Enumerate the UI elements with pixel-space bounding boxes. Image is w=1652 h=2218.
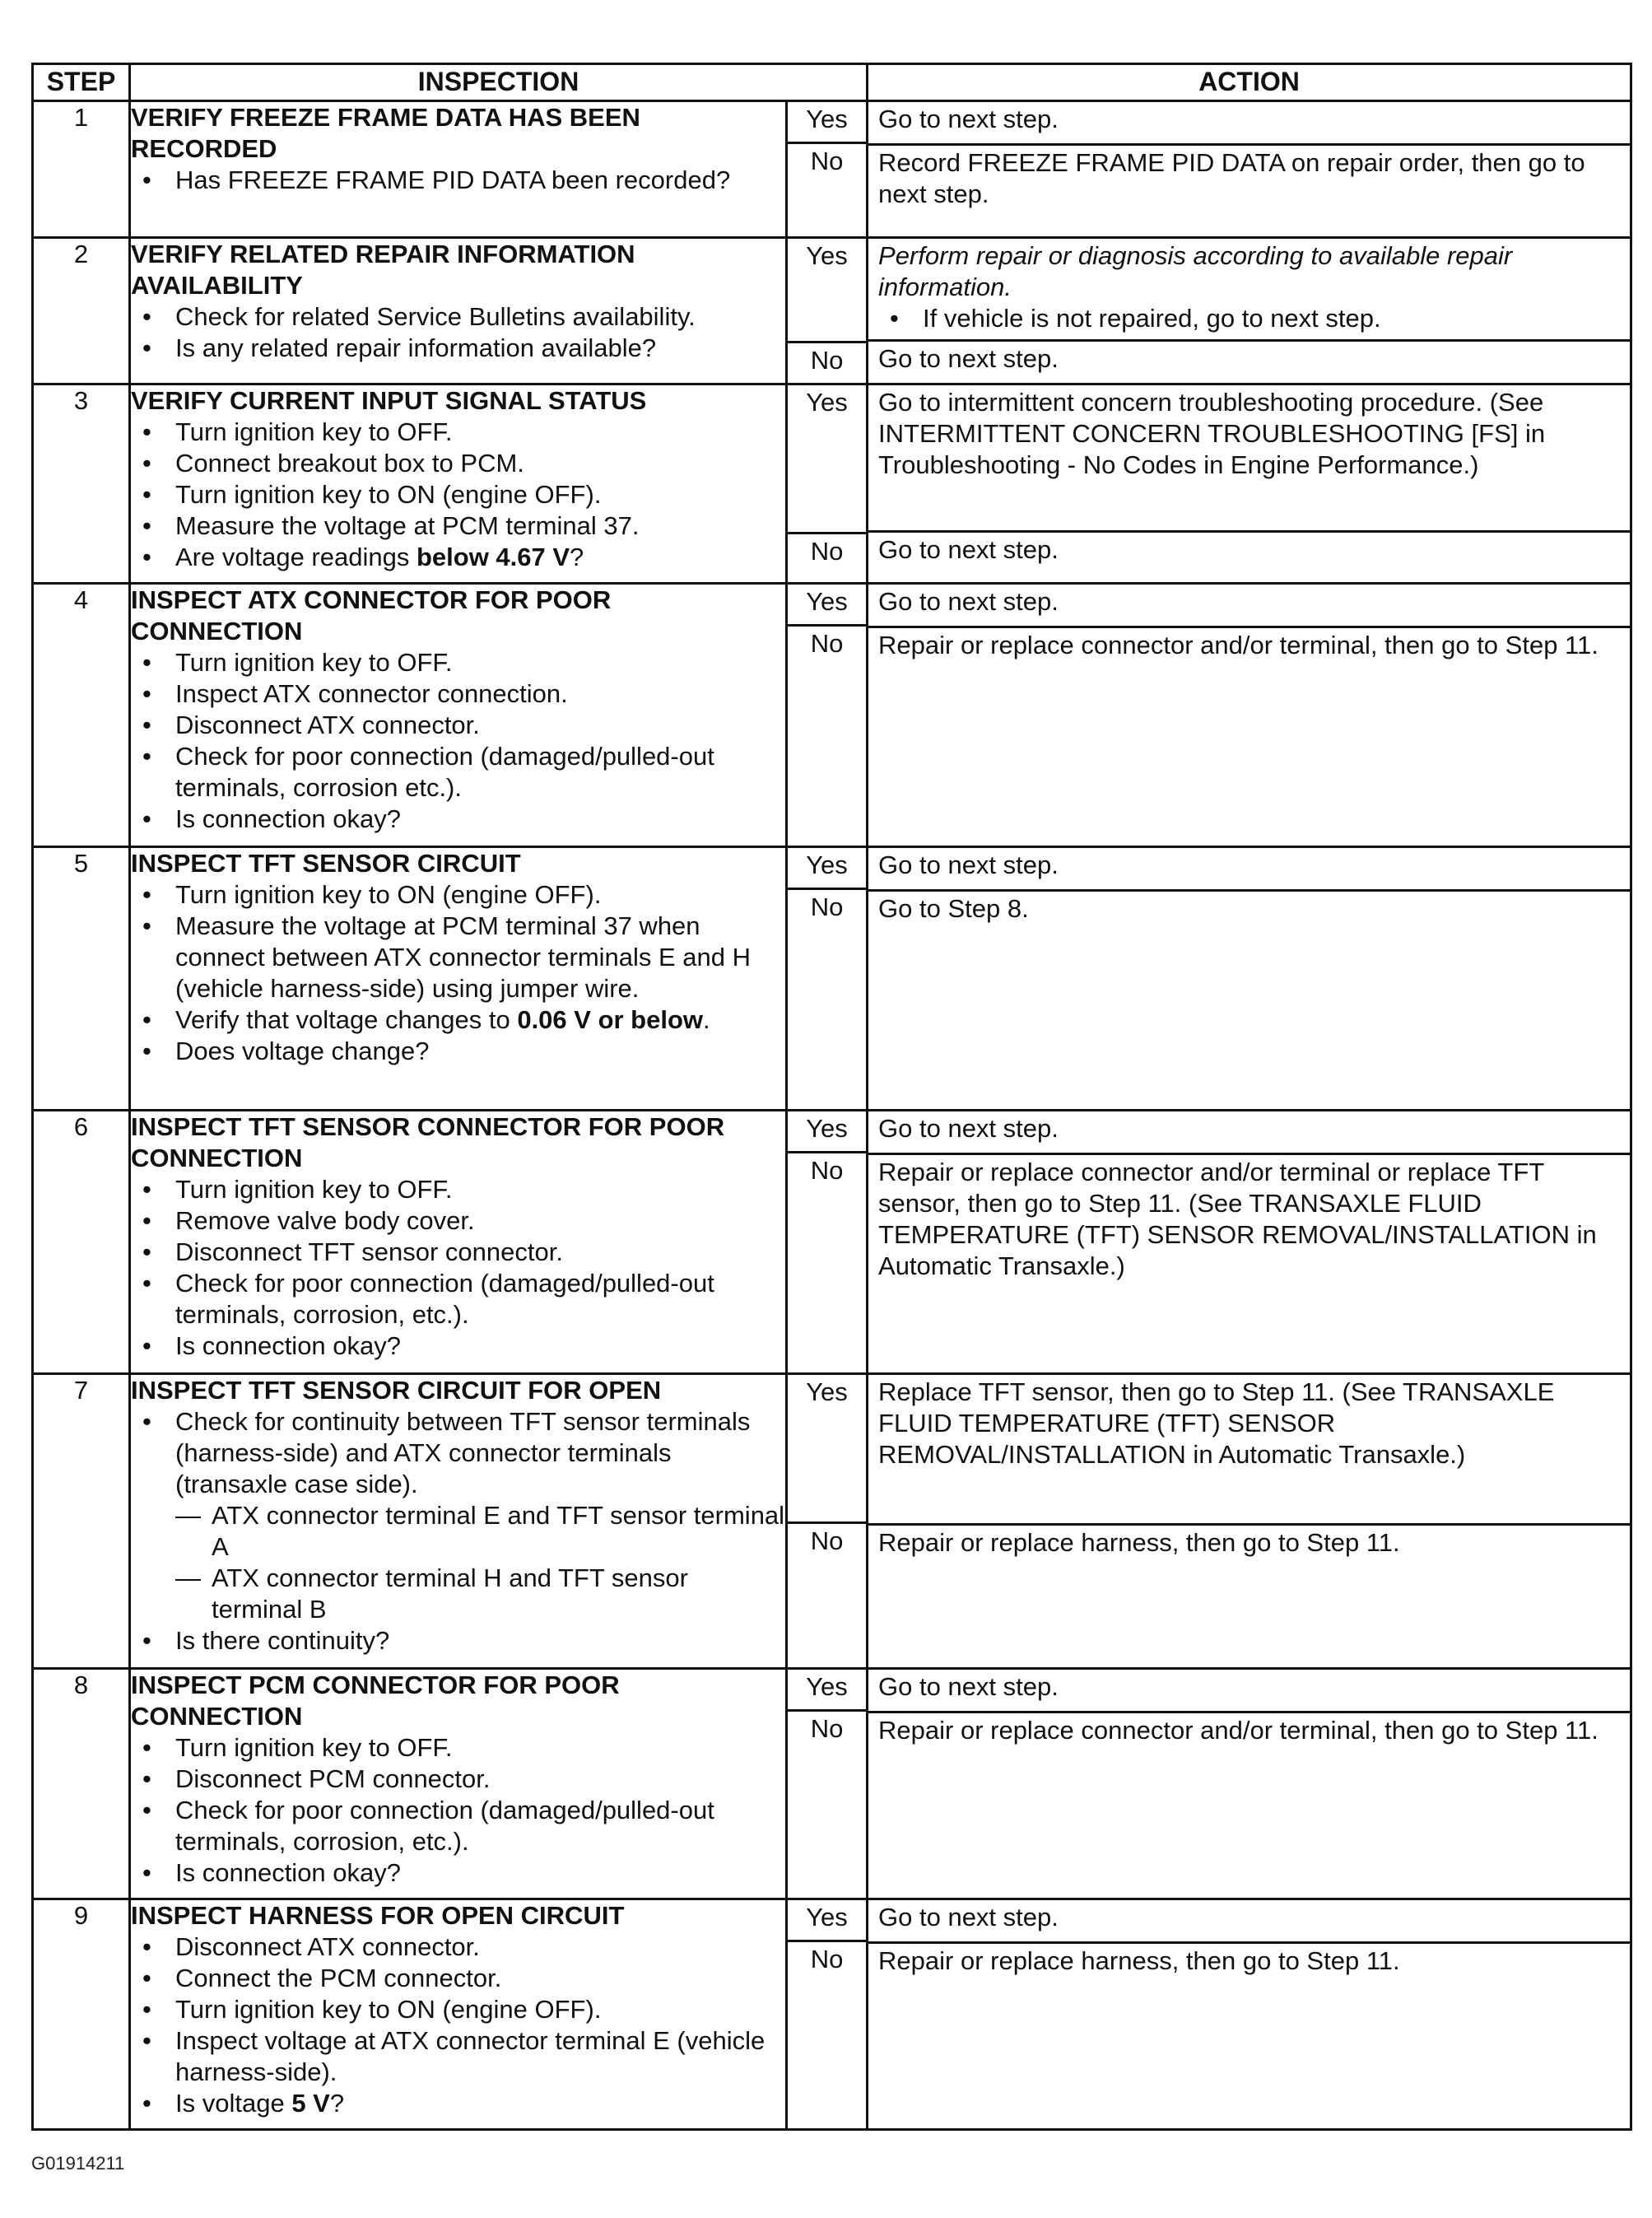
step-number: 2: [33, 238, 130, 384]
no-action: Repair or replace connector and/or terminal, then go to Step 11.: [868, 1711, 1630, 1898]
bullet-item: • Does voltage change?: [175, 1036, 785, 1067]
inspection-title: VERIFY CURRENT INPUT SIGNAL STATUS: [131, 386, 647, 415]
bullet-item: • Disconnect ATX connector.: [175, 710, 785, 741]
bullet-item: [175, 1004, 785, 1036]
action-cell: [868, 584, 1631, 847]
bullet-item: • Inspect voltage at ATX connector terminal E (vehicle harness-side).: [175, 2025, 785, 2088]
bullet-item: • Turn ignition key to OFF.: [175, 417, 785, 448]
bullet-item: [175, 542, 785, 573]
bullet-item: • Measure the voltage at PCM terminal 37.: [175, 510, 785, 542]
bullet-item: [175, 1406, 785, 1625]
yes-action: Go to intermittent concern troubleshooting procedure. (See INTERMITTENT CONCERN TROUBLESHOOTING [FS] in Troubleshooting - No Codes in Engine Performance.): [878, 388, 1546, 479]
bullet-item: • Disconnect ATX connector.: [175, 1931, 785, 1963]
bullet-value: 5 V: [291, 2089, 330, 2118]
answer-cell: [787, 1374, 868, 1669]
answer-cell: [787, 1899, 868, 2130]
no-action: Repair or replace connector and/or terminal or replace TFT sensor, then go to Step 11. (See TRANSAXLE FLUID TEMPERATURE (TFT) SENSOR REMOVAL/INSTALLATION in Automatic Transaxle.): [868, 1153, 1630, 1372]
no-action: Go to next step.: [868, 339, 1630, 383]
inspection-cell: [130, 847, 787, 1111]
bullet-item: • Check for related Service Bulletins availability.: [175, 301, 785, 333]
action-bullets: [878, 303, 1622, 334]
yes-label: Yes: [806, 388, 848, 417]
inspection-cell: [130, 1111, 787, 1374]
bullet-text: .: [703, 1005, 710, 1034]
table-row: [33, 584, 1631, 847]
sub-item: — ATX connector terminal E and TFT sensor terminal A: [212, 1500, 785, 1563]
yes-label: Yes: [806, 105, 848, 133]
answer-cell: [787, 384, 868, 584]
bullet-text: Check for continuity between TFT sensor terminals (harness-side) and ATX connector terminals (transaxle case side).: [175, 1407, 751, 1498]
inspection-bullets: [131, 1174, 785, 1362]
inspection-title: VERIFY FREEZE FRAME DATA HAS BEEN RECORDED: [131, 103, 640, 163]
header-step: STEP: [33, 64, 130, 101]
inspection-bullets: [131, 301, 785, 364]
inspection-bullets: [131, 1931, 785, 2119]
no-action: Record FREEZE FRAME PID DATA on repair order, then go to next step.: [868, 143, 1630, 236]
yes-label: Yes: [806, 587, 848, 616]
inspection-title: INSPECT HARNESS FOR OPEN CIRCUIT: [131, 1901, 625, 1930]
yes-action: Go to next step.: [878, 850, 1059, 879]
bullet-text: Verify that voltage changes to: [175, 1005, 518, 1034]
bullet-item: • Inspect ATX connector connection.: [175, 678, 785, 710]
bullet-item: • Disconnect TFT sensor connector.: [175, 1237, 785, 1268]
inspection-cell: [130, 1669, 787, 1899]
step-number: 3: [33, 384, 130, 584]
step-number: 6: [33, 1111, 130, 1374]
sub-item: — ATX connector terminal H and TFT sensor terminal B: [212, 1563, 785, 1625]
action-cell: [868, 1669, 1631, 1899]
inspection-cell: [130, 384, 787, 584]
answer-cell: [787, 584, 868, 847]
answer-cell: [787, 101, 868, 238]
yes-label: Yes: [806, 1903, 848, 1931]
no-label: No: [788, 1151, 866, 1372]
yes-label: Yes: [806, 1377, 848, 1406]
sub-items: [175, 1500, 785, 1625]
table-header-row: [33, 64, 1631, 101]
yes-label: Yes: [806, 1114, 848, 1143]
bullet-text: ?: [329, 2089, 345, 2118]
action-cell: [868, 384, 1631, 584]
answer-cell: [787, 847, 868, 1111]
bullet-item: • Disconnect PCM connector.: [175, 1764, 785, 1795]
inspection-bullets: [131, 1732, 785, 1889]
inspection-cell: [130, 1374, 787, 1669]
inspection-cell: [130, 101, 787, 238]
no-label: No: [788, 1940, 866, 2128]
action-cell: [868, 1374, 1631, 1669]
action-cell: [868, 1899, 1631, 2130]
no-label: No: [788, 624, 866, 846]
table-row: [33, 1669, 1631, 1899]
answer-cell: [787, 1111, 868, 1374]
no-label: No: [788, 1709, 866, 1898]
step-number: 8: [33, 1669, 130, 1899]
table-row: [33, 238, 1631, 384]
bullet-value: 0.06 V or below: [517, 1005, 704, 1034]
bullet-item: • Measure the voltage at PCM terminal 37 when connect between ATX connector terminals E and H (vehicle harness-side) using jumper wire.: [175, 911, 785, 1004]
yes-label: Yes: [806, 1672, 848, 1701]
bullet-item: • Remove valve body cover.: [175, 1205, 785, 1237]
bullet-item: • Connect breakout box to PCM.: [175, 448, 785, 479]
inspection-title: INSPECT ATX CONNECTOR FOR POOR CONNECTION: [131, 585, 612, 645]
action-cell: [868, 101, 1631, 238]
inspection-title: INSPECT TFT SENSOR CIRCUIT FOR OPEN: [131, 1376, 662, 1405]
yes-action: Go to next step.: [878, 1672, 1059, 1701]
yes-action-text: Perform repair or diagnosis according to available repair information.: [878, 241, 1513, 301]
no-label: No: [788, 532, 866, 582]
inspection-title: VERIFY RELATED REPAIR INFORMATION AVAILABILITY: [131, 240, 635, 300]
no-action: Repair or replace harness, then go to Step 11.: [868, 1523, 1630, 1667]
no-label: No: [788, 888, 866, 1109]
header-action: ACTION: [868, 64, 1631, 101]
no-action: Repair or replace harness, then go to Step 11.: [868, 1941, 1630, 2128]
bullet-item: • Check for poor connection (damaged/pulled-out terminals, corrosion, etc.).: [175, 1268, 785, 1330]
inspection-bullets: [131, 1406, 785, 1657]
no-action: Go to Step 8.: [868, 889, 1630, 1109]
header-inspection: INSPECTION: [130, 64, 868, 101]
inspection-cell: [130, 584, 787, 847]
yes-action: Replace TFT sensor, then go to Step 11. (See TRANSAXLE FLUID TEMPERATURE (TFT) SENSOR REMOVAL/INSTALLATION in Automatic Transaxle.): [878, 1377, 1555, 1469]
action-cell: [868, 1111, 1631, 1374]
inspection-bullets: [131, 417, 785, 573]
bullet-item: • Turn ignition key to ON (engine OFF).: [175, 479, 785, 510]
no-action: Go to next step.: [868, 530, 1630, 582]
table-row: [33, 1111, 1631, 1374]
inspection-title: INSPECT TFT SENSOR CONNECTOR FOR POOR CONNECTION: [131, 1112, 725, 1172]
no-label: No: [788, 142, 866, 236]
inspection-title: INSPECT TFT SENSOR CIRCUIT: [131, 849, 521, 878]
bullet-item: • Turn ignition key to OFF.: [175, 647, 785, 678]
no-action: Repair or replace connector and/or terminal, then go to Step 11.: [868, 626, 1630, 846]
diagnostic-table: [31, 63, 1632, 2131]
inspection-title: INSPECT PCM CONNECTOR FOR POOR CONNECTION: [131, 1670, 620, 1731]
no-label: No: [788, 1521, 866, 1667]
yes-action: Go to next step.: [878, 587, 1059, 616]
inspection-bullets: [131, 165, 785, 196]
step-number: 7: [33, 1374, 130, 1669]
bullet-item: • Is connection okay?: [175, 1330, 785, 1362]
bullet-item: • Turn ignition key to ON (engine OFF).: [175, 1994, 785, 2025]
table-row: [33, 384, 1631, 584]
step-number: 1: [33, 101, 130, 238]
answer-cell: [787, 1669, 868, 1899]
bullet-text: ?: [570, 543, 584, 571]
yes-action: Go to next step.: [878, 105, 1059, 133]
inspection-cell: [130, 238, 787, 384]
step-number: 9: [33, 1899, 130, 2130]
no-label: No: [788, 341, 866, 383]
bullet-item: • Is connection okay?: [175, 1857, 785, 1889]
bullet-item: • Turn ignition key to ON (engine OFF).: [175, 879, 785, 911]
table-row: [33, 1374, 1631, 1669]
inspection-bullets: [131, 879, 785, 1067]
figure-code: G01914211: [31, 2153, 125, 2174]
bullet-item: • Is there continuity?: [175, 1625, 785, 1657]
bullet-item: [175, 2088, 785, 2119]
yes-label: Yes: [806, 241, 848, 270]
bullet-item: • Has FREEZE FRAME PID DATA been recorded?: [175, 165, 785, 196]
table-row: [33, 1899, 1631, 2130]
inspection-cell: [130, 1899, 787, 2130]
bullet-item: • Is connection okay?: [175, 804, 785, 835]
bullet-text: Is voltage: [175, 2089, 292, 2118]
bullet-item: • Check for poor connection (damaged/pulled-out terminals, corrosion etc.).: [175, 741, 785, 804]
bullet-item: • Is any related repair information available?: [175, 333, 785, 364]
bullet-item: • Turn ignition key to OFF.: [175, 1732, 785, 1764]
action-cell: [868, 238, 1631, 384]
bullet-item: • If vehicle is not repaired, go to next step.: [923, 303, 1622, 334]
bullet-text: Are voltage readings: [175, 543, 416, 571]
bullet-value: below 4.67 V: [416, 543, 570, 571]
inspection-bullets: [131, 647, 785, 835]
table-row: [33, 101, 1631, 238]
yes-label: Yes: [806, 850, 848, 879]
bullet-item: • Check for poor connection (damaged/pulled-out terminals, corrosion, etc.).: [175, 1795, 785, 1857]
step-number: 5: [33, 847, 130, 1111]
yes-action: [868, 239, 1630, 339]
bullet-item: • Connect the PCM connector.: [175, 1963, 785, 1994]
bullet-item: • Turn ignition key to OFF.: [175, 1174, 785, 1205]
yes-action: Go to next step.: [878, 1114, 1059, 1143]
step-number: 4: [33, 584, 130, 847]
table-row: [33, 847, 1631, 1111]
action-cell: [868, 847, 1631, 1111]
yes-action: Go to next step.: [878, 1903, 1059, 1931]
diagnostic-table-container: [31, 63, 1630, 2131]
answer-cell: [787, 238, 868, 384]
